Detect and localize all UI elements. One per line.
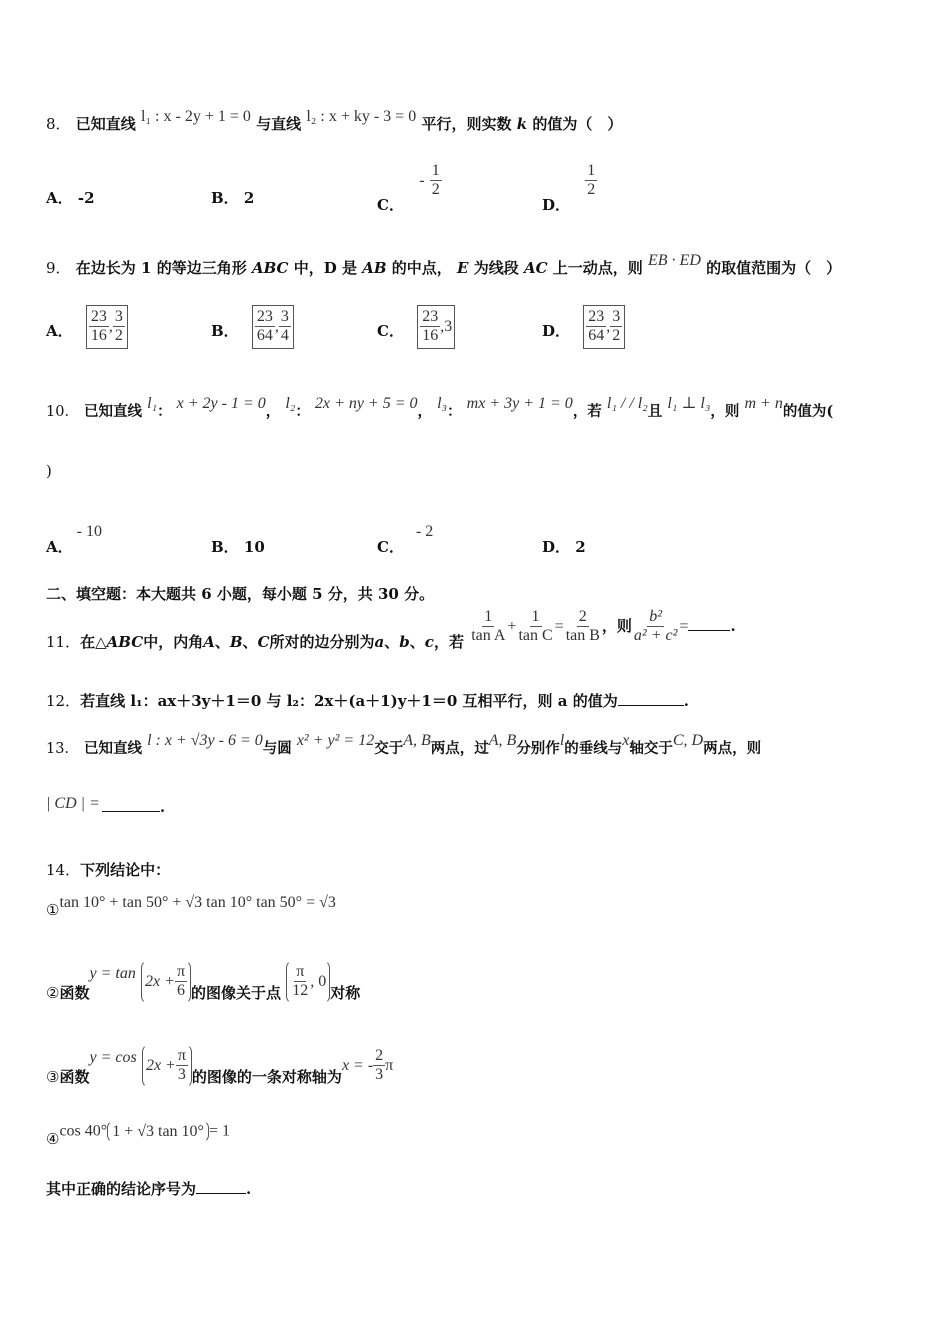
points-ab: A, B	[488, 732, 517, 749]
question-number: 8．	[46, 115, 71, 133]
question-text: 在△	[80, 632, 107, 651]
fraction-pi-over-12	[290, 963, 310, 1001]
question-text: 平行，则实数	[421, 115, 512, 133]
option-label: B．	[211, 538, 239, 556]
side-c: c	[424, 632, 434, 651]
question-12	[46, 690, 689, 711]
interval-fraction	[610, 308, 622, 346]
numerator: π	[175, 963, 187, 982]
segment-label: AC	[523, 259, 548, 277]
question-text: 在边长为	[75, 259, 136, 277]
option-label: C．	[377, 195, 404, 214]
equals: =	[679, 617, 689, 635]
question-text: 的等边三角形	[156, 259, 247, 277]
option-value: -2	[77, 189, 95, 207]
statement-equation: cos 40°	[59, 1122, 108, 1140]
option-b	[211, 536, 265, 557]
numerator: 1	[430, 162, 442, 181]
interval-bracket: $\frac{23}{64}$ , $\frac{3}{2}$	[583, 305, 625, 349]
question-text: 的图像关于点	[191, 983, 282, 1002]
paren-group	[286, 960, 330, 1004]
numerator: 3	[610, 308, 622, 327]
option-d	[542, 305, 625, 349]
triangle-label: ABC	[106, 632, 144, 651]
option-label: C．	[377, 321, 404, 340]
question-text: 两点，则	[703, 740, 762, 757]
option-value: - 10	[76, 523, 102, 540]
length-cd: | CD | =	[46, 795, 100, 812]
interval-bracket: $\frac{23}{16}$ ,3	[417, 305, 455, 349]
question-number: 11．	[46, 632, 81, 651]
statement-4	[46, 1120, 230, 1148]
question-text: 已知直线	[84, 403, 143, 420]
axis-x: x	[622, 732, 630, 749]
statement-3	[46, 1036, 394, 1086]
question-number: 10．	[46, 404, 79, 420]
paren-group	[142, 1044, 192, 1088]
separator: 、	[242, 632, 258, 651]
question-text: 上一动点，则	[552, 259, 643, 277]
angle-b: B	[229, 632, 243, 651]
option-c	[377, 520, 434, 556]
interval-fraction	[279, 308, 291, 346]
axis-equation: x = -	[341, 1056, 374, 1074]
option-a	[46, 187, 95, 208]
question-text: 函数	[59, 1067, 90, 1086]
point-label: E	[457, 259, 469, 277]
option-d	[542, 536, 586, 557]
numerator: π	[294, 963, 306, 982]
numerator: π	[176, 1047, 188, 1066]
question-text: 两点，过	[430, 740, 489, 757]
points-ab: A, B	[403, 732, 431, 749]
question-number: 9．	[46, 259, 71, 277]
statement-number: ③	[46, 1067, 60, 1086]
equation-l1: x + 2y - 1 = 0	[176, 395, 266, 412]
separator: 、	[384, 632, 400, 651]
numerator: 1	[530, 608, 542, 627]
interval-value: 3	[444, 317, 453, 335]
statement-number: ①	[46, 901, 60, 919]
denominator: 3	[375, 1066, 384, 1084]
triangle-label: ABC	[251, 259, 289, 277]
line-l1: l₁	[147, 395, 158, 412]
statement-number: ④	[46, 1129, 60, 1148]
vector-product: EB · ED	[648, 252, 701, 269]
interval-bracket: $\frac{23}{16}$ , $\frac{3}{2}$	[86, 305, 128, 349]
perpendicular-condition: l₁ ⊥ l₃	[667, 395, 711, 412]
question-text: 与直线	[256, 115, 302, 133]
separator: 、	[214, 632, 230, 651]
interval-fraction	[255, 308, 275, 346]
option-sign: -	[419, 171, 425, 189]
fraction-pi-over-6	[175, 963, 187, 1001]
denominator: 3	[177, 1066, 186, 1084]
denominator: 64	[588, 327, 605, 345]
paren-group	[107, 1120, 209, 1143]
question-text: 的垂线与	[564, 740, 623, 757]
numerator: 2	[577, 608, 589, 627]
question-text: 且	[647, 403, 663, 420]
interval-bracket: $\frac{23}{64}$ , $\frac{3}{4}$	[252, 305, 294, 349]
denominator: a² + c²	[633, 627, 678, 645]
function-expression: y = tan	[89, 964, 136, 982]
period: .	[246, 1180, 252, 1198]
equation-line: l : x + √3y - 6 = 0	[147, 732, 263, 749]
fraction-1-over-tanA	[469, 608, 507, 646]
period: .	[159, 798, 166, 816]
fraction-b2-over-a2c2	[632, 608, 680, 646]
numerator: 23	[586, 308, 606, 327]
statement-1	[46, 893, 336, 919]
question-8	[46, 108, 623, 134]
separator: 、	[409, 632, 425, 651]
question-text: 轴交于	[629, 740, 673, 757]
colon: ：	[295, 403, 310, 420]
option-label: D．	[542, 538, 571, 556]
question-text: ，若	[433, 632, 464, 651]
numerator: 3	[279, 308, 291, 327]
numerator: 1	[482, 608, 494, 627]
fraction-1-over-tanC	[516, 608, 554, 646]
statement-2	[46, 952, 361, 1002]
option-fraction	[430, 162, 442, 200]
question-text: 的中点，	[391, 259, 452, 277]
option-label: A．	[46, 538, 73, 556]
denominator: 64	[256, 327, 273, 345]
expression-m-plus-n: m + n	[744, 395, 783, 412]
question-text: 已知直线	[84, 740, 143, 757]
denominator: tan B	[565, 627, 600, 645]
option-label: C．	[377, 538, 404, 556]
equation-l2: 2x + ny + 5 = 0	[314, 395, 418, 412]
question-text: 1	[141, 259, 152, 277]
equals: =	[554, 617, 564, 635]
line-l3: l₃	[437, 395, 448, 412]
period: .	[730, 616, 736, 635]
option-label: B．	[211, 321, 239, 340]
equals-one: = 1	[208, 1122, 230, 1140]
plus: +	[507, 617, 517, 635]
question-text: 对称	[330, 983, 361, 1002]
colon: ：	[447, 403, 462, 420]
question-text: ，若	[572, 403, 602, 420]
question-11	[46, 608, 736, 651]
fraction-2-over-tanB	[564, 608, 602, 646]
question-text: 的图像的一条对称轴为	[191, 1067, 342, 1086]
denominator: 2	[587, 181, 596, 199]
section-heading: 二、填空题：本大题共 6 小题，每小题 5 分，共 30 分。	[46, 585, 435, 603]
parallel-condition: l₁ / / l₂	[606, 395, 648, 412]
denominator: 2	[431, 181, 440, 199]
answer-blank[interactable]	[102, 811, 160, 812]
question-text: 交于	[374, 740, 404, 757]
question-10-close	[46, 462, 52, 480]
numerator: b²	[647, 608, 664, 627]
question-text: ，则	[601, 616, 632, 635]
side-b: b	[399, 632, 410, 651]
function-expression: y = cos	[89, 1048, 137, 1066]
question-text: 函数	[59, 983, 90, 1002]
angle-c: C	[257, 632, 270, 651]
numerator: 3	[113, 308, 125, 327]
numerator: 1	[585, 162, 597, 181]
line-l: l	[559, 732, 565, 749]
question-9	[46, 252, 842, 278]
interval-fraction	[586, 308, 606, 346]
question-number: 12．	[46, 692, 81, 710]
equation-l2: l₂ : x + ky - 3 = 0	[306, 108, 417, 125]
option-c	[377, 305, 455, 349]
interval-fraction	[113, 308, 125, 346]
side-a: a	[374, 632, 385, 651]
option-c	[377, 162, 442, 214]
question-14-answer	[46, 1178, 251, 1199]
fraction-pi-over-3	[176, 1047, 188, 1085]
points-cd: C, D	[672, 732, 704, 749]
option-fraction	[585, 162, 597, 200]
denominator: 2	[612, 327, 621, 345]
argument: 2x +	[145, 1056, 176, 1074]
question-number: 13．	[46, 741, 79, 757]
denominator: 4	[280, 327, 289, 345]
equation-l1: l₁ : x - 2y + 1 = 0	[141, 108, 251, 125]
fraction-2-over-3	[373, 1047, 385, 1085]
point-y: , 0	[310, 972, 327, 990]
question-text: 中，D 是	[293, 259, 357, 277]
pi-symbol: π	[385, 1056, 394, 1074]
angle-a: A	[203, 632, 215, 651]
question-10	[46, 395, 834, 421]
option-b	[211, 187, 254, 208]
question-text: 与圆	[262, 740, 292, 757]
question-14	[46, 859, 170, 880]
denominator: 2	[114, 327, 123, 345]
close-paren: )	[46, 462, 52, 480]
question-text: 中，内角	[143, 632, 204, 651]
statement-number: ②	[46, 983, 60, 1002]
option-a	[46, 305, 128, 349]
separator: ，	[265, 403, 281, 420]
option-b	[211, 305, 294, 349]
denominator: tan C	[518, 627, 553, 645]
question-text: 若直线 l₁：ax＋3y＋1＝0 与 l₂：2x＋(a＋1)y＋1＝0 互相平行，则 a 的值为	[80, 692, 618, 710]
question-text: 其中正确的结论序号为	[46, 1180, 197, 1198]
denominator: 16	[422, 327, 439, 345]
line-l2: l₂	[285, 395, 296, 412]
option-label: D．	[542, 195, 571, 214]
option-value: 2	[243, 189, 255, 207]
option-label: B．	[211, 189, 239, 207]
numerator: 23	[420, 308, 440, 327]
equation-l3: mx + 3y + 1 = 0	[466, 395, 573, 412]
question-text: 分别作	[516, 740, 560, 757]
variable-k: k	[516, 115, 528, 133]
question-text: 所对的边分别为	[269, 632, 375, 651]
equation-circle: x² + y² = 12	[296, 732, 375, 749]
denominator: 12	[292, 982, 309, 1000]
option-value: - 2	[415, 523, 434, 540]
question-text: 的值为(	[782, 403, 834, 420]
argument: 2x +	[145, 972, 175, 990]
option-label: A．	[46, 189, 73, 207]
argument: 1 + √3 tan 10°	[112, 1123, 204, 1140]
question-13-answer	[46, 795, 166, 817]
interval-fraction	[89, 308, 109, 346]
segment-label: AB	[362, 259, 387, 277]
question-text: 的值为（ ）	[532, 115, 623, 133]
answer-blank[interactable]	[196, 1193, 246, 1194]
denominator: tan A	[471, 627, 506, 645]
numerator: 23	[255, 308, 275, 327]
question-text: 下列结论中：	[80, 861, 171, 879]
answer-blank[interactable]	[618, 705, 684, 706]
question-text: ，则	[710, 403, 740, 420]
question-number: 14．	[46, 861, 81, 879]
option-value: 10	[243, 538, 265, 556]
answer-blank[interactable]	[688, 630, 730, 631]
denominator: 6	[176, 982, 185, 1000]
interval-fraction	[420, 308, 440, 346]
colon: ：	[157, 403, 172, 420]
question-text: 已知直线	[75, 115, 136, 133]
question-13	[46, 732, 762, 758]
option-d	[542, 162, 597, 214]
question-text: 的取值范围为（ ）	[706, 259, 842, 277]
denominator: 16	[90, 327, 107, 345]
numerator: 23	[89, 308, 109, 327]
question-text: 为线段	[473, 259, 519, 277]
option-label: A．	[46, 321, 73, 340]
option-value: 2	[575, 538, 586, 556]
period: .	[683, 692, 689, 710]
option-label: D．	[542, 321, 571, 340]
option-a	[46, 520, 102, 556]
separator: ，	[417, 403, 433, 420]
paren-group	[141, 960, 191, 1004]
statement-equation: tan 10° + tan 50° + √3 tan 10° tan 50° = √3	[59, 894, 336, 911]
numerator: 2	[373, 1047, 385, 1066]
